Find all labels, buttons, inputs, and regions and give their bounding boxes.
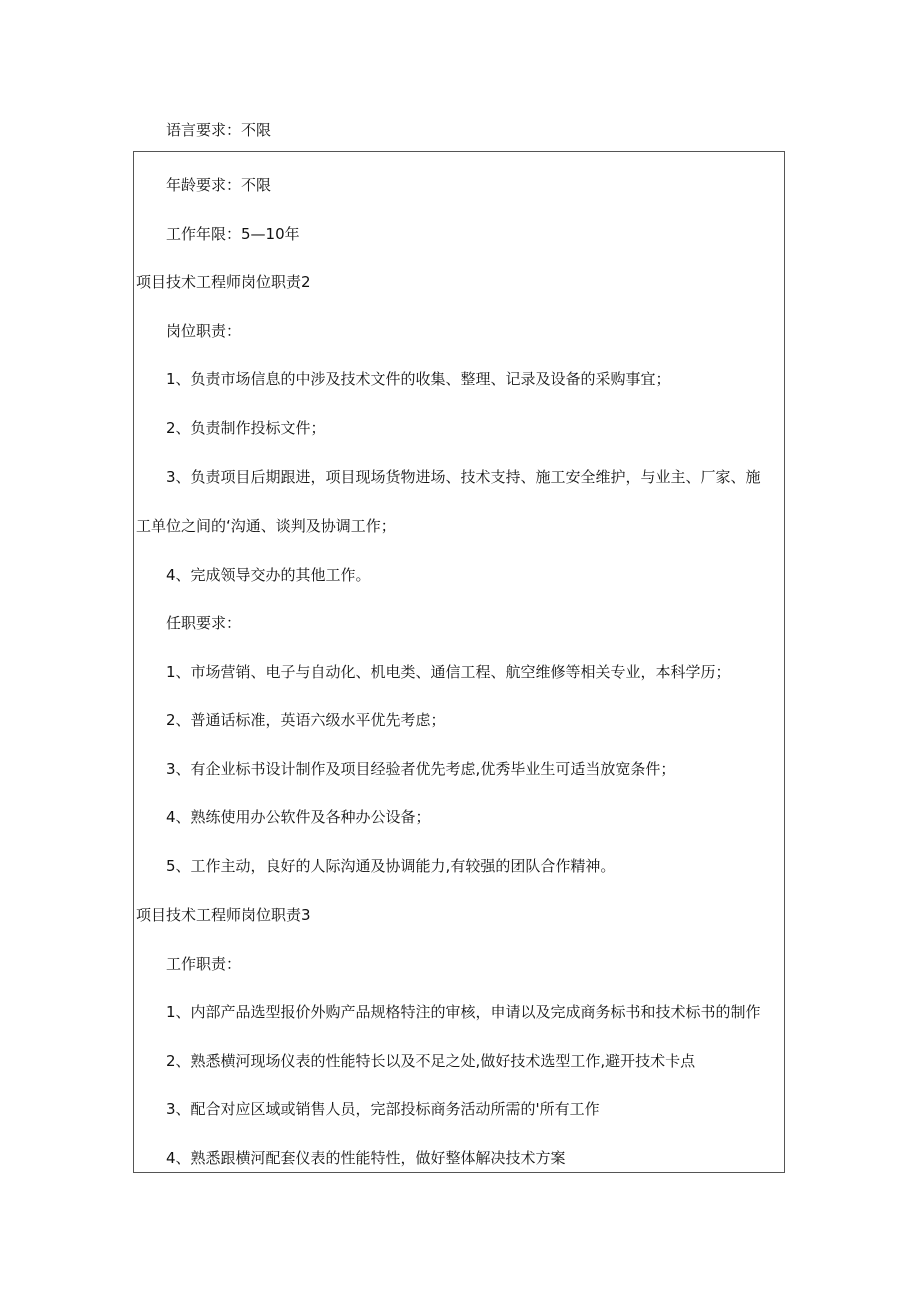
duty-item-3-continued: 工单位之间的‘沟通、谈判及协调工作； (136, 517, 396, 535)
work-duties-heading: 工作职责： (166, 955, 242, 973)
section-title-2: 项目技术工程师岗位职责2 (136, 273, 311, 291)
duty-item-4: 4、完成领导交办的其他工作。 (166, 566, 371, 584)
work-duty-item-2: 2、熟悉横河现场仪表的性能特长以及不足之处,做好技术选型工作,避开技术卡点 (166, 1052, 696, 1070)
requirement-item-5: 5、工作主动，良好的人际沟通及协调能力,有较强的团队合作精神。 (166, 857, 616, 875)
work-duty-item-1: 1、内部产品选型报价外购产品规格特注的审核，申请以及完成商务标书和技术标书的制作 (166, 1003, 761, 1021)
duty-item-2: 2、负责制作投标文件； (166, 419, 326, 437)
duty-item-1: 1、负责市场信息的中涉及技术文件的收集、整理、记录及设备的采购事宜； (166, 370, 671, 388)
work-duty-item-4: 4、熟悉跟横河配套仪表的性能特性，做好整体解决技术方案 (166, 1149, 566, 1167)
requirement-item-1: 1、市场营销、电子与自动化、机电类、通信工程、航空维修等相关专业，本科学历； (166, 663, 731, 681)
requirement-item-3: 3、有企业标书设计制作及项目经验者优先考虑,优秀毕业生可适当放宽条件； (166, 760, 676, 778)
requirement-item-4: 4、熟练使用办公软件及各种办公设备； (166, 808, 431, 826)
language-requirement: 语言要求：不限 (166, 121, 272, 139)
age-requirement: 年龄要求：不限 (166, 176, 272, 194)
requirement-item-2: 2、普通话标准，英语六级水平优先考虑； (166, 711, 446, 729)
duty-item-3: 3、负责项目后期跟进，项目现场货物进场、技术支持、施工安全维护，与业主、厂家、施 (166, 468, 761, 486)
section-title-3: 项目技术工程师岗位职责3 (136, 906, 311, 924)
work-experience: 工作年限：5—10年 (166, 225, 300, 243)
duties-heading: 岗位职责： (166, 322, 242, 340)
requirements-heading: 任职要求： (166, 614, 242, 632)
work-duty-item-3: 3、配合对应区域或销售人员，完部投标商务活动所需的'所有工作 (166, 1100, 600, 1118)
